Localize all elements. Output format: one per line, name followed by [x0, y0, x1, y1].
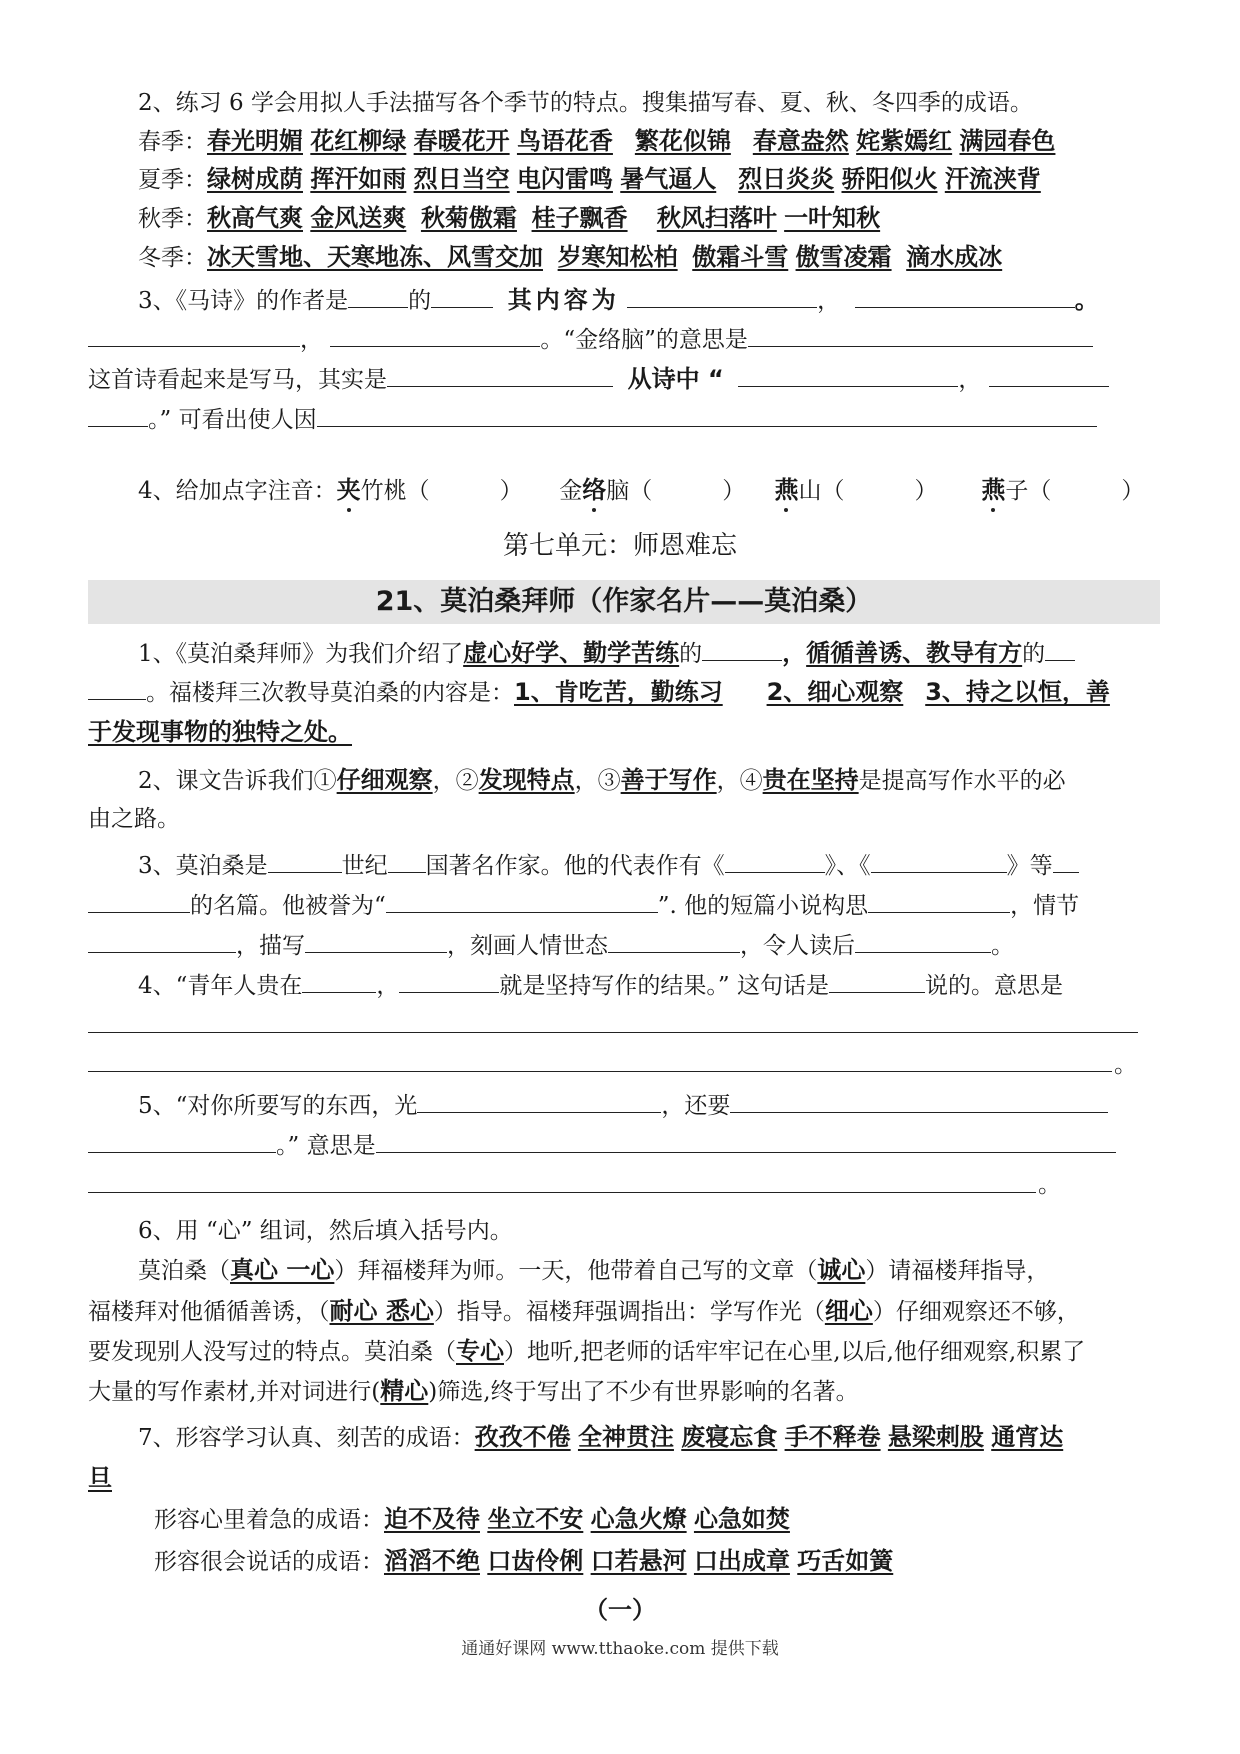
l7-line4: 形容很会说话的成语：滔滔不绝 口齿伶俐 口若悬河 口出成章 巧舌如簧: [154, 1547, 894, 1575]
answer-blank[interactable]: [748, 322, 1093, 347]
l6-line4: 大量的写作素材,并对词进行(精心)筛选,终于写出了不少有世界影响的名著。: [88, 1377, 859, 1405]
q2-prompt: 2、练习 6 学会用拟人手法描写各个季节的特点。搜集描写春、夏、秋、冬四季的成语。: [138, 90, 1033, 116]
l1-line1: 1、《莫泊桑拜师》为我们介绍了虚心好学、勤学苦练的 ，循循善诱、教导有方的: [138, 636, 1075, 670]
answer-blank[interactable]: [330, 322, 540, 347]
l6-line3: 要发现别人没写过的特点。莫泊桑（专心）地听,把老师的话牢牢记在心里,以后,他仔细观察,积累了: [88, 1337, 1086, 1365]
idiom: 春暖花开: [413, 127, 510, 155]
answer-blank[interactable]: [829, 968, 925, 993]
idiom: 全神贯注: [577, 1423, 674, 1451]
spring-label: 春季：: [138, 129, 207, 155]
l1-line2: 。福楼拜三次教导莫泊桑的内容是：1、肯吃苦，勤练习 2、细心观察 3、持之以恒，善: [88, 675, 1110, 709]
winter-row: [138, 240, 1002, 274]
idiom: 一叶知秋: [784, 204, 881, 232]
q3-line4: 。” 可看出使人因: [88, 402, 1097, 436]
answer-blank[interactable]: [387, 362, 613, 387]
idiom: 绿树成荫: [207, 165, 303, 193]
l3-line1: 3、莫泊桑是 世纪 国著名作家。他的代表作有《 》、《 》等: [138, 848, 1079, 882]
answer-blank[interactable]: [399, 968, 499, 993]
idiom: 傲霜斗雪: [692, 243, 789, 271]
l6-prompt: 6、用 “心” 组词，然后填入括号内。: [138, 1218, 513, 1244]
answer-blank[interactable]: [730, 1088, 1108, 1113]
idiom: 鸟语花香: [516, 127, 613, 155]
idiom: 挥汗如雨: [310, 165, 407, 193]
idiom: 废寝忘食: [681, 1423, 778, 1451]
l6-line2: 福楼拜对他循循善诱，（耐心 悉心）指导。福楼拜强调指出：学写作光（细心）仔细观察还不够，: [88, 1297, 1080, 1325]
answer-blank[interactable]: [855, 283, 1075, 308]
idiom: 心急火燎: [590, 1505, 687, 1533]
idiom: 坐立不安: [487, 1505, 584, 1533]
l5-line1: 5、“对你所要写的东西，光 ，还要: [138, 1088, 1108, 1122]
q3-line1: 3、《马诗》的作者是 的 其内容为 ， 。: [138, 283, 1099, 317]
idiom: 秋风扫落叶: [656, 204, 777, 232]
answer-blank[interactable]: [386, 888, 658, 913]
unit-title: 第七单元：师恩难忘: [502, 531, 737, 561]
l4-end: 。: [1114, 1052, 1137, 1078]
answer-blank[interactable]: [989, 362, 1109, 387]
answer-blank[interactable]: [627, 283, 817, 308]
idiom: 巧舌如簧: [797, 1547, 894, 1575]
idiom: 电闪雷鸣: [516, 165, 613, 193]
answer-blank[interactable]: [388, 848, 426, 873]
idiom: 汗流浃背: [944, 165, 1041, 193]
answer-line[interactable]: [88, 1032, 1138, 1033]
idiom: 春意盎然: [752, 127, 849, 155]
summer-row: [138, 162, 1041, 196]
answer-line[interactable]: [88, 1192, 1036, 1193]
autumn-label: 秋季：: [138, 206, 207, 232]
idiom: 桂子飘香: [531, 204, 628, 232]
idiom: 冰天雪地、天寒地冻、风雪交加: [207, 243, 543, 271]
idiom: 秋菊傲霜: [420, 204, 517, 232]
idiom: 口出成章: [693, 1547, 790, 1575]
idiom: 滔滔不绝: [384, 1547, 480, 1575]
l7-line1: 7、形容学习认真、刻苦的成语：孜孜不倦 全神贯注 废寝忘食 手不释卷 悬梁刺股 通宵达: [138, 1423, 1064, 1451]
lesson-title: 21、莫泊桑拜师（作家名片——莫泊桑）: [375, 586, 873, 617]
l3-line3: ，描写 ，刻画人情世态 ，令人读后 。: [88, 928, 1014, 962]
answer-blank[interactable]: [88, 675, 146, 700]
idiom: 暑气逼人: [620, 165, 717, 193]
q4-line: 4、给加点字注音：夹竹桃（ ） 金络脑（ ） 燕山（ ） 燕子（ ）: [138, 476, 1145, 504]
answer-blank[interactable]: [1045, 636, 1075, 661]
l6-line1: 莫泊桑（真心 一心）拜福楼拜为师。一天，他带着自己写的文章（诚心）请福楼拜指导，: [138, 1256, 1050, 1284]
idiom: 通宵达: [991, 1423, 1064, 1451]
answer-blank[interactable]: [88, 402, 148, 427]
idiom: 姹紫嫣红: [856, 127, 953, 155]
idiom: 满园春色: [959, 127, 1056, 155]
l3-line2: 的名篇。他被誉为“ ”. 他的短篇小说构思 ，情节: [88, 888, 1079, 922]
idiom: 口若悬河: [590, 1547, 687, 1575]
l4-line1: 4、“青年人贵在 ， 就是坚持写作的结果。” 这句话是 说的。意思是: [138, 968, 1063, 1002]
idiom: 骄阳似火: [841, 165, 938, 193]
idiom: 秋高气爽: [207, 204, 303, 232]
answer-blank[interactable]: [855, 928, 991, 953]
l2-line1: 2、课文告诉我们①仔细观察，②发现特点，③善于写作，④贵在坚持是提高写作水平的必: [138, 766, 1066, 794]
l7-line2: 旦: [88, 1464, 112, 1492]
idiom: 悬梁刺股: [887, 1423, 984, 1451]
answer-blank[interactable]: [1053, 848, 1079, 873]
answer-blank[interactable]: [302, 968, 376, 993]
idiom: 手不释卷: [784, 1423, 881, 1451]
q3-line3: 这首诗看起来是写马，其实是 从诗中 “ ，: [88, 362, 1109, 396]
answer-blank[interactable]: [88, 1128, 276, 1153]
spring-row: [138, 124, 1055, 158]
idiom: 繁花似锦: [634, 127, 731, 155]
idiom: 口齿伶俐: [487, 1547, 584, 1575]
answer-blank[interactable]: [417, 1088, 661, 1113]
answer-blank[interactable]: [88, 888, 190, 913]
summer-label: 夏季：: [138, 167, 207, 193]
answer-blank[interactable]: [305, 928, 447, 953]
q3-line2: ， 。“金络脑”的意思是: [88, 322, 1093, 356]
page-number: （一）: [584, 1596, 656, 1624]
footer-source: 通通好课网 www.tthaoke.com 提供下载: [461, 1639, 779, 1659]
idiom: 心急如焚: [693, 1505, 790, 1533]
winter-label: 冬季：: [138, 245, 207, 271]
l5-line2: 。” 意思是: [88, 1128, 1116, 1162]
l7-line3: 形容心里着急的成语：迫不及待 坐立不安 心急火燎 心急如焚: [154, 1505, 790, 1533]
answer-blank[interactable]: [725, 848, 825, 873]
idiom: 烈日当空: [413, 165, 510, 193]
l1-line3: 于发现事物的独特之处。: [88, 718, 352, 746]
answer-blank[interactable]: [88, 928, 236, 953]
idiom: 迫不及待: [384, 1505, 480, 1533]
answer-blank[interactable]: [738, 362, 958, 387]
answer-blank[interactable]: [608, 928, 740, 953]
idiom: 金风送爽: [310, 204, 407, 232]
answer-blank[interactable]: [268, 848, 342, 873]
l5-end: 。: [1038, 1172, 1061, 1198]
answer-line[interactable]: [88, 1071, 1112, 1072]
idiom: 傲雪凌霜: [795, 243, 892, 271]
idiom: 花红柳绿: [310, 127, 407, 155]
answer-blank[interactable]: [431, 283, 493, 308]
idiom: 孜孜不倦: [474, 1423, 571, 1451]
answer-blank[interactable]: [348, 283, 408, 308]
answer-blank[interactable]: [702, 636, 782, 661]
idiom: 滴水成冰: [906, 243, 1003, 271]
idiom: 岁寒知松柏: [557, 243, 678, 271]
answer-blank[interactable]: [376, 1128, 1116, 1153]
answer-blank[interactable]: [871, 848, 1007, 873]
l2-line2: 由之路。: [88, 806, 180, 832]
answer-blank[interactable]: [88, 322, 300, 347]
autumn-row: [138, 201, 880, 235]
idiom: 烈日炎炎: [738, 165, 835, 193]
answer-blank[interactable]: [868, 888, 1010, 913]
answer-blank[interactable]: [317, 402, 1097, 427]
idiom: 春光明媚: [207, 127, 303, 155]
